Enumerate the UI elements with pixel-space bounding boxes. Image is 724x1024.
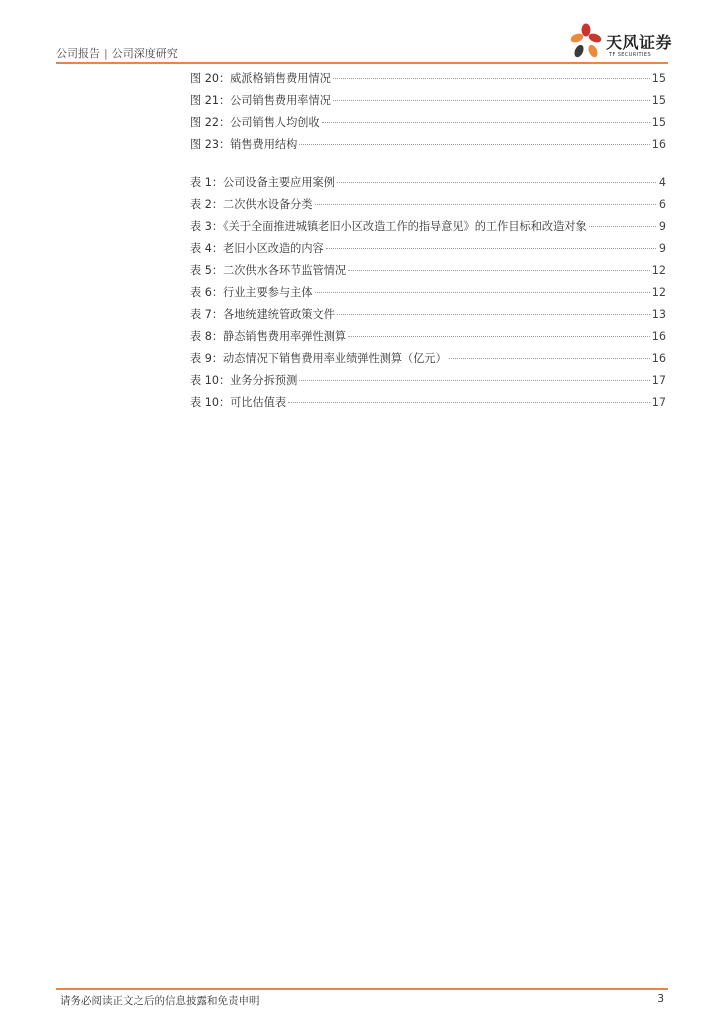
- toc-entry-page: 9: [658, 242, 666, 255]
- toc-entry[interactable]: [190, 216, 666, 238]
- toc-dot-leader: [348, 270, 650, 271]
- toc-entry[interactable]: [190, 392, 666, 414]
- toc-entry-title: 表 4：老旧小区改造的内容: [190, 242, 324, 255]
- toc-dot-leader: [337, 314, 650, 315]
- toc-entry-title: 表 8：静态销售费用率弹性测算: [190, 330, 347, 343]
- toc-entry[interactable]: [190, 172, 666, 194]
- toc-entry-title: 表 10：业务分拆预测: [190, 374, 298, 387]
- toc-dot-leader: [299, 144, 649, 145]
- toc-entry-title: 图 20：威派格销售费用情况: [190, 72, 331, 85]
- toc-entry-page: 13: [651, 308, 666, 321]
- toc-entry-page: 16: [651, 330, 666, 343]
- figure-list: [190, 68, 666, 156]
- report-type-label: 公司报告: [56, 47, 100, 60]
- toc-entry[interactable]: [190, 348, 666, 370]
- toc-dot-leader: [322, 122, 650, 123]
- table-list: [190, 172, 666, 414]
- toc-entry[interactable]: [190, 326, 666, 348]
- flower-logo-icon: [570, 22, 602, 62]
- tf-securities-logo: [570, 22, 673, 62]
- toc-dot-leader: [333, 100, 650, 101]
- toc-dot-leader: [326, 248, 656, 249]
- toc-entry-page: 12: [651, 286, 666, 299]
- toc-dot-leader: [288, 402, 650, 403]
- toc-entry-title: 图 21：公司销售费用率情况: [190, 94, 331, 107]
- toc-dot-leader: [337, 182, 656, 183]
- toc-entry-page: 17: [651, 396, 666, 409]
- page-number: 3: [657, 993, 664, 1005]
- toc-dot-leader: [589, 226, 656, 227]
- toc-entry-title: 表 5：二次供水各环节监管情况: [190, 264, 347, 277]
- logo-name-cn: 天风证券: [606, 33, 673, 52]
- toc-entry[interactable]: [190, 90, 666, 112]
- header-divider: [56, 62, 668, 64]
- footer-divider: [56, 988, 668, 990]
- toc-dot-leader: [449, 358, 650, 359]
- logo-name-en: TF SECURITIES: [609, 52, 652, 58]
- toc-entry[interactable]: [190, 194, 666, 216]
- toc-entry-title: 表 10：可比估值表: [190, 396, 287, 409]
- toc-entry-page: 15: [651, 116, 666, 129]
- toc-entry[interactable]: [190, 68, 666, 90]
- toc-entry-page: 16: [651, 138, 666, 151]
- toc-dot-leader: [333, 78, 650, 79]
- report-subtype-label: 公司深度研究: [111, 47, 178, 60]
- toc-entry-title: 图 23：销售费用结构: [190, 138, 298, 151]
- toc-dot-leader: [315, 204, 656, 205]
- toc-entry[interactable]: [190, 282, 666, 304]
- toc-entry-page: 12: [651, 264, 666, 277]
- toc-entry-title: 表 2：二次供水设备分类: [190, 198, 313, 211]
- toc-entry-page: 15: [651, 94, 666, 107]
- toc-entry[interactable]: [190, 112, 666, 134]
- toc-entry-title: 图 22：公司销售人均创收: [190, 116, 320, 129]
- toc-dot-leader: [299, 380, 649, 381]
- toc-entry[interactable]: [190, 304, 666, 326]
- report-category: [56, 45, 178, 61]
- toc-dot-leader: [348, 336, 650, 337]
- toc-entry-title: 表 3：《关于全面推进城镇老旧小区改造工作的指导意见》的工作目标和改造对象: [190, 220, 587, 233]
- toc-entry-page: 15: [651, 72, 666, 85]
- toc-entry-page: 17: [651, 374, 666, 387]
- toc-entry[interactable]: [190, 238, 666, 260]
- toc-entry-title: 表 7：各地统建统管政策文件: [190, 308, 335, 321]
- toc-entry-page: 4: [658, 176, 666, 189]
- toc-entry-title: 表 9：动态情况下销售费用率业绩弹性测算（亿元）: [190, 352, 447, 365]
- toc-entry-title: 表 1：公司设备主要应用案例: [190, 176, 335, 189]
- toc-entry[interactable]: [190, 260, 666, 282]
- toc-entry-page: 16: [651, 352, 666, 365]
- toc-entry-title: 表 6：行业主要参与主体: [190, 286, 313, 299]
- toc-entry-page: 9: [658, 220, 666, 233]
- toc-entry[interactable]: [190, 370, 666, 392]
- toc-dot-leader: [315, 292, 650, 293]
- header-separator: |: [104, 47, 108, 60]
- toc-entry[interactable]: [190, 134, 666, 156]
- footer-disclaimer: 请务必阅读正文之后的信息披露和免责申明: [60, 995, 260, 1007]
- toc-entry-page: 6: [658, 198, 666, 211]
